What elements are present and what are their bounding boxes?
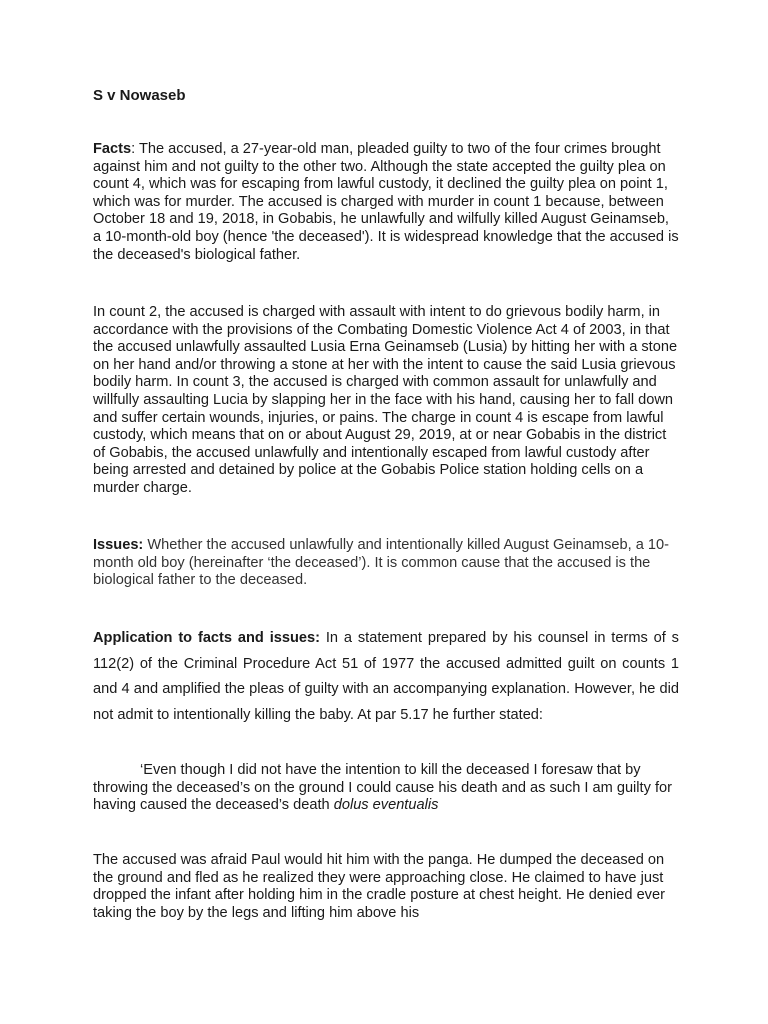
application-paragraph: [93, 626, 679, 728]
afraid-paragraph: The accused was afraid Paul would hit him with the panga. He dumped the deceased on the ground and fled as he realized they were approaching close. He claimed to have just dropped the infant after holding him in the cradle posture at chest height. He denied ever taking the boy by the legs and lifting him above his: [93, 852, 665, 921]
quote-italic: dolus eventualis: [333, 797, 439, 814]
facts-text: : The accused, a 27-year-old man, pleaded guilty to two of the four crimes brought against him and not guilty to the other two. Although the state accepted the guilty plea on count 4, which was for escaping from lawful custody, it declined the guilty plea on point 1, which was for murder. The accused is charged with murder in count 1 because, between October 18 and 19, 2018, in Gobabis, he unlawfully and wilfully killed August Geinamseb, a 10-month-old boy (hence 'the deceased'). It is widespread knowledge that the accused is the deceased's biological father.: [93, 141, 679, 263]
facts-label: Facts: [93, 141, 132, 157]
application-label: Application to facts and issues:: [93, 630, 320, 646]
count2-paragraph: In count 2, the accused is charged with assault with intent to do grievous bodily harm, in accordance with the provisions of the Combating Domestic Violence Act 4 of 2003, in that the accused unlawfully assaulted Lusia Erna Geinamseb (Lusia) by hitting her with a stone on her hand and/or throwing a stone at her with the intent to cause the said Lusia grievous bodily harm. In count 3, the accused is charged with common assault for unlawfully and willfully assaulting Lucia by slapping her in the face with his hand, causing her to fall down and suffer certain wounds, injuries, or pains. The charge in count 4 is escape from lawful custody, which means that on or about August 29, 2019, at or near Gobabis in the district of Gobabis, the accused unlawfully and intentionally escaped from lawful custody after being arrested and detained by police at the Gobabis Police station holding cells on a murder charge.: [93, 304, 678, 496]
quote-text: ‘Even though I did not have the intention to kill the deceased I foresaw that by throwing the deceased’s on the ground I could cause his death and as such I am guilty for having caused the deceased’s death: [93, 762, 672, 814]
issues-paragraph: [93, 537, 679, 590]
issues-text: Whether the accused unlawfully and intentionally killed August Geinamseb, a 10-month old boy (hereinafter ‘the deceased’). It is common cause that the accused is the biological father to the deceased.: [93, 537, 669, 589]
facts-paragraph: [93, 141, 679, 264]
issues-label: Issues:: [93, 537, 144, 553]
case-title: S v Nowaseb: [93, 87, 186, 104]
quote-paragraph: [93, 762, 679, 815]
application-text: In a statement prepared by his counsel in terms of s 112(2) of the Criminal Procedure Act 51 of 1977 the accused admitted guilt on counts 1 and 4 and amplified the pleas of guilty with an accompanying explanation. However, he did not admit to intentionally killing the baby. At par 5.17 he further stated:: [93, 630, 679, 723]
